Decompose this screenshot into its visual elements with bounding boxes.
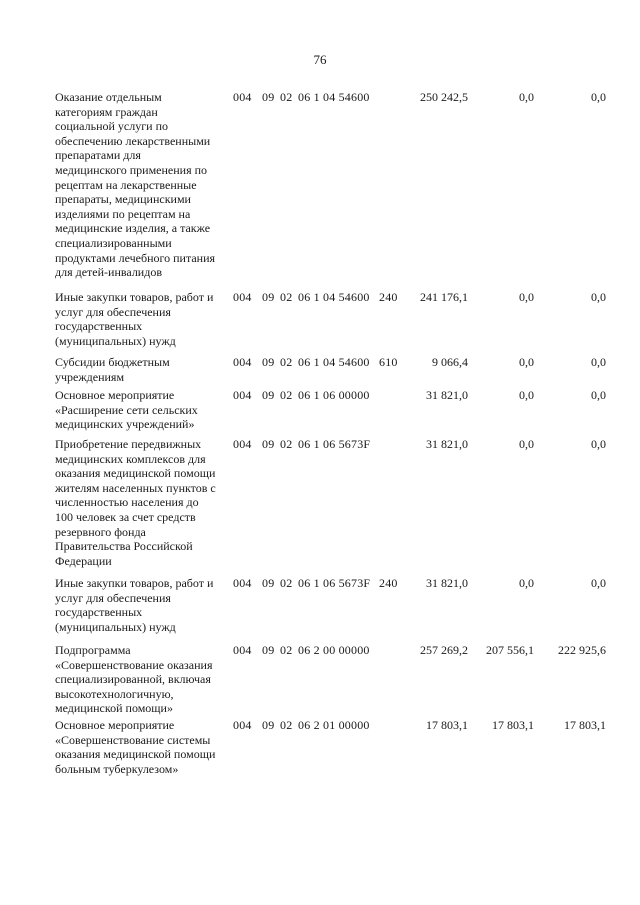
value-year-2: 0,0 [519,576,534,590]
row-name [55,90,233,280]
value-year-3: 17 803,1 [564,718,606,732]
section-code: 09 [262,643,275,657]
ministry-code: 004 [233,290,252,304]
row-name-line: социальной услуги по [55,119,168,134]
ministry-code: 004 [233,576,252,590]
section-code: 09 [262,90,275,104]
row-name-line: учреждениям [55,369,125,384]
row-name [55,290,233,348]
subsection-code: 02 [280,355,293,369]
table-row [0,718,640,776]
row-name-line: Субсидии бюджетным [55,355,170,369]
row-name-line: услуг для обеспечения [55,590,171,605]
expense-code: 610 [379,355,398,369]
row-name-line: высокотехнологичную, [55,686,174,701]
row-name-line: Основное мероприятие [55,388,175,402]
row-name-line: Приобретение передвижных [55,437,202,451]
value-year-1: 31 821,0 [426,388,468,402]
value-year-2: 0,0 [519,355,534,369]
row-name [55,437,233,568]
row-name-line: услуг для обеспечения [55,304,171,319]
row-name-line: Иные закупки товаров, работ и [55,576,214,590]
row-name-line: резервного фонда [55,524,146,539]
value-year-1: 241 176,1 [420,290,468,304]
row-name-line: медицинские изделия, а также [55,221,211,236]
ministry-code: 004 [233,718,252,732]
target-code: 06 1 06 5673F [298,437,371,451]
table-row [0,643,640,716]
subsection-code: 02 [280,643,293,657]
value-year-3: 0,0 [591,437,606,451]
row-name-line: медицинских учреждений» [55,417,195,432]
value-year-1: 17 803,1 [426,718,468,732]
row-name-line: медицинской помощи» [55,701,173,716]
ministry-code: 004 [233,90,252,104]
subsection-code: 02 [280,576,293,590]
value-year-1: 250 242,5 [420,90,468,104]
row-name-line: «Расширение сети сельских [55,402,198,417]
row-name-line: государственных [55,319,143,334]
ministry-code: 004 [233,437,252,451]
row-name-line: «Совершенствование системы [55,732,211,747]
value-year-3: 222 925,6 [558,643,606,657]
row-name-line: Основное мероприятие [55,718,175,732]
section-code: 09 [262,718,275,732]
row-name-line: Оказание отдельным [55,90,162,104]
target-code: 06 1 06 00000 [298,388,370,402]
row-name-line: (муниципальных) нужд [55,619,176,634]
table-row [0,437,640,568]
table-row [0,576,640,634]
value-year-2: 17 803,1 [492,718,534,732]
row-name-line: Правительства Российской [55,539,193,554]
row-name-line: обеспечению лекарственными [55,133,211,148]
row-name-line: специализированной, включая [55,672,211,687]
row-name-line: препаратами для [55,148,141,163]
row-name-line: государственных [55,605,143,620]
value-year-1: 31 821,0 [426,437,468,451]
ministry-code: 004 [233,355,252,369]
row-name-line: Подпрограмма [55,643,131,657]
row-name-line: жителям населенных пунктов с [55,480,216,495]
target-code: 06 1 04 54600 [298,90,370,104]
row-name [55,718,233,776]
table-row [0,388,640,432]
value-year-3: 0,0 [591,290,606,304]
value-year-1: 31 821,0 [426,576,468,590]
section-code: 09 [262,437,275,451]
value-year-3: 0,0 [591,576,606,590]
value-year-3: 0,0 [591,90,606,104]
table-row [0,290,640,348]
row-name-line: численностью населения до [55,495,199,510]
value-year-2: 0,0 [519,388,534,402]
row-name [55,576,233,634]
row-name-line: для детей-инвалидов [55,265,162,280]
section-code: 09 [262,290,275,304]
row-name-line: изделиями по рецептам на [55,206,191,221]
row-name [55,388,233,432]
value-year-2: 0,0 [519,290,534,304]
row-name-line: категориям граждан [55,104,158,119]
table-row [0,90,640,280]
subsection-code: 02 [280,388,293,402]
expense-code: 240 [379,576,398,590]
value-year-2: 207 556,1 [486,643,534,657]
subsection-code: 02 [280,290,293,304]
row-name-line: Федерации [55,553,112,568]
ministry-code: 004 [233,643,252,657]
section-code: 09 [262,388,275,402]
row-name-line: Иные закупки товаров, работ и [55,290,214,304]
section-code: 09 [262,576,275,590]
row-name [55,355,233,384]
value-year-3: 0,0 [591,355,606,369]
row-name-line: рецептам на лекарственные [55,177,197,192]
row-name-line: 100 человек за счет средств [55,509,196,524]
row-name-line: «Совершенствование оказания [55,657,213,672]
value-year-1: 9 066,4 [432,355,468,369]
value-year-2: 0,0 [519,90,534,104]
row-name-line: больным туберкулезом» [55,761,179,776]
page-number: 76 [313,52,327,67]
row-name-line: медицинского применения по [55,162,208,177]
row-name-line: медицинских комплексов для [55,451,206,466]
target-code: 06 1 04 54600 [298,290,370,304]
row-name-line: (муниципальных) нужд [55,333,176,348]
row-name-line: оказания медицинской помощи [55,747,216,762]
value-year-2: 0,0 [519,437,534,451]
target-code: 06 2 00 00000 [298,643,370,657]
section-code: 09 [262,355,275,369]
row-name-line: специализированными [55,235,172,250]
row-name-line: препараты, медицинскими [55,192,191,207]
subsection-code: 02 [280,90,293,104]
ministry-code: 004 [233,388,252,402]
row-name-line: продуктами лечебного питания [55,250,216,265]
target-code: 06 1 04 54600 [298,355,370,369]
target-code: 06 2 01 00000 [298,718,370,732]
row-name-line: оказания медицинской помощи [55,466,216,481]
value-year-1: 257 269,2 [420,643,468,657]
subsection-code: 02 [280,718,293,732]
expense-code: 240 [379,290,398,304]
target-code: 06 1 06 5673F [298,576,371,590]
value-year-3: 0,0 [591,388,606,402]
row-name [55,643,233,716]
table-row [0,355,640,384]
subsection-code: 02 [280,437,293,451]
